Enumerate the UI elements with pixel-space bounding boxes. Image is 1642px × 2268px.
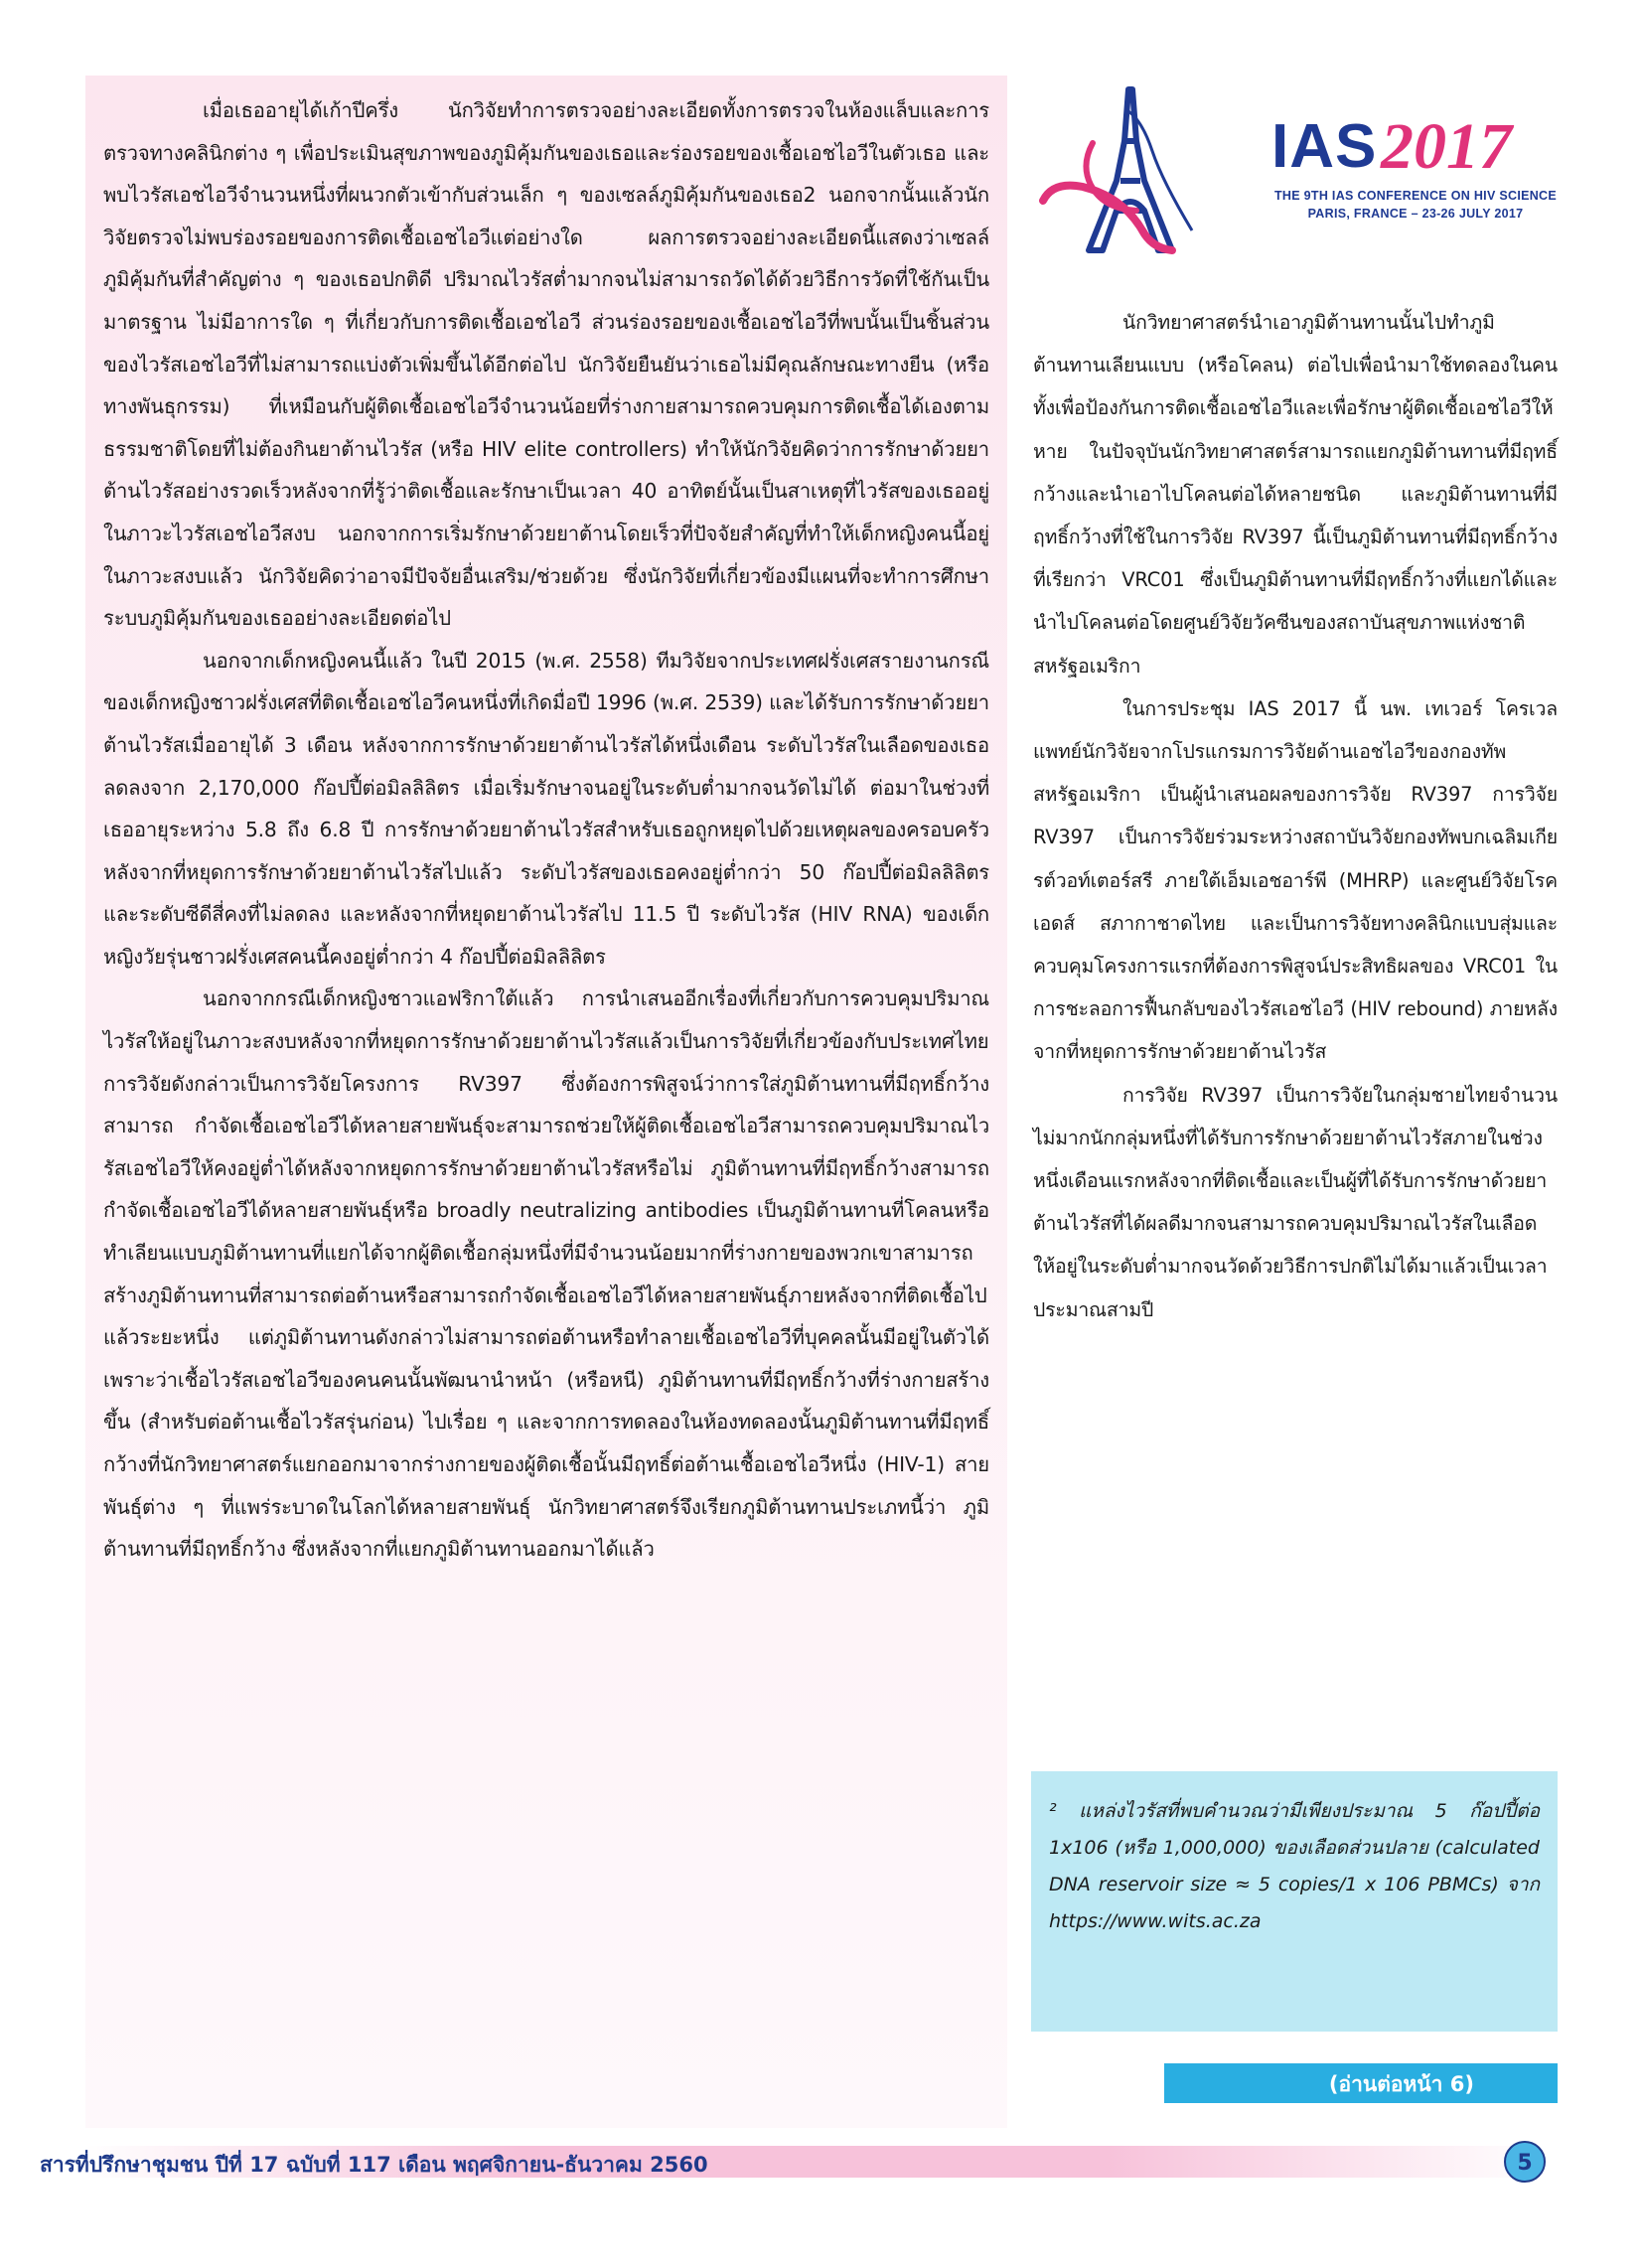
logo-subtitle-line-1: THE 9TH IAS CONFERENCE ON HIV SCIENCE [1273,189,1558,203]
right-paragraph-2: ในการประชุม IAS 2017 นี้ นพ. เทเวอร์ โครเวล แพทย์นักวิจัยจากโปรแกรมการวิจัยด้านเอชไอวีของกองทัพสหรัฐอเมริกา เป็นผู้นำเสนอผลของการวิจัย RV397 การวิจัย RV397 เป็นการวิจัยร่วมระหว่างสถาบันวิจัยกองทัพบกเฉลิมเกียรต์วอท์เตอร์สรี ภายใต้เอ็มเอชอาร์พี (MHRP) และศูนย์วิจัยโรคเอดส์ สภากาชาดไทย และเป็นการวิจัยทางคลินิกแบบสุ่มและควบคุมโครงการแรกที่ต้องการพิสูจน์ประสิทธิผลของ VRC01 ในการชะลอการฟื้นกลับของไวรัสเอชไอวี (HIV rebound) ภายหลังจากที่หยุดการรักษาด้วยยาต้านไวรัส [1033,696,1558,1064]
footnote-box [1031,1771,1558,2032]
left-column [85,76,1007,2128]
continue-on-page-label: (อ่านต่อหน้า 6) [1164,2063,1558,2103]
ias-2017-logo [1033,81,1569,255]
left-paragraph-3: นอกจากกรณีเด็กหญิงชาวแอฟริกาใต้แล้ว การนำเสนออีกเรื่องที่เกี่ยวกับการควบคุมปริมาณไวรัสให้อยู่ในภาวะสงบหลังจากที่หยุดการรักษาด้วยยาต้านไวรัสแล้วเป็นการวิจัยที่เกี่ยวข้องกับประเทศไทย การวิจัยดังกล่าวเป็นการวิจัยโครงการ RV397 ซึ่งต้องการพิสูจน์ว่าการใส่ภูมิต้านทานที่มีฤทธิ์กว้างสามารถ กำจัดเชื้อเอชไอวีได้หลายสายพันธุ์จะสามารถช่วยให้ผู้ติดเชื้อเอชไอวีสามารถควบคุมปริมาณไวรัสเอชไอวีให้คงอยู่ต่ำได้หลังจากหยุดการรักษาด้วยยาต้านไวรัสหรือไม่ ภูมิต้านทานที่มีฤทธิ์กว้างสามารถกำจัดเชื้อเอชไอวีได้หลายสายพันธุ์หรือ broadly neutralizing antibodies เป็นภูมิต้านทานที่โคลนหรือทำเลียนแบบภูมิต้านทานที่แยกได้จากผู้ติดเชื้อกลุ่มหนึ่งที่มีจำนวนน้อยมากที่ร่างกายของพวกเขาสามารถสร้างภูมิต้านทานที่สามารถต่อต้านหรือสามารถกำจัดเชื้อเอชไอวีได้หลายสายพันธุ์ภายหลังจากที่ติดเชื้อไปแล้วระยะหนึ่ง แต่ภูมิต้านทานดังกล่าวไม่สามารถต่อต้านหรือทำลายเชื้อเอชไอวีที่บุคคลนั้นมีอยู่ในตัวได้เพราะว่าเชื้อไวรัสเอชไอวีของคนคนนั้นพัฒนานำหน้า (หรือหนี) ภูมิต้านทานที่มีฤทธิ์กว้างที่ร่างกายสร้างขึ้น (สำหรับต่อต้านเชื้อไวรัสรุ่นก่อน) ไปเรื่อย ๆ และจากการทดลองในห้องทดลองนั้นภูมิต้านทานที่มีฤทธิ์กว้างที่นักวิทยาศาสตร์แยกออกมาจากร่างกายของผู้ติดเชื้อนั้นมีฤทธิ์ต่อต้านเชื้อเอชไอวีหนึ่ง (HIV-1) สายพันธุ์ต่าง ๆ ที่แพร่ระบาดในโลกได้หลายสายพันธุ์ นักวิทยาศาสตร์จึงเรียกภูมิต้านทานประเภทนี้ว่า ภูมิต้านทานที่มีฤทธิ์กว้าง ซึ่งหลังจากที่แยกภูมิต้านทานออกมาได้แล้ว [103,986,989,1562]
footer-publication-info: สารที่ปรึกษาชุมชน ปีที่ 17 ฉบับที่ 117 เดือน พฤศจิกายน-ธันวาคม 2560 [40,2153,708,2177]
left-paragraph-2: นอกจากเด็กหญิงคนนี้แล้ว ในปี 2015 (พ.ศ. 2558) ทีมวิจัยจากประเทศฝรั่งเศสรายงานกรณีของเด็กหญิงชาวฝรั่งเศสที่ติดเชื้อเอชไอวีคนหนึ่งที่เกิดมื่อปี 1996 (พ.ศ. 2539) และได้รับการรักษาด้วยยาต้านไวรัสเมื่ออายุได้ 3 เดือน หลังจากการรักษาด้วยยาต้านไวรัสได้หนึ่งเดือน ระดับไวรัสในเลือดของเธอลดลงจาก 2,170,000 ก๊อปปี้ต่อมิลลิลิตร เมื่อเริ่มรักษาจนอยู่ในระดับต่ำมากจนวัดไม่ได้ ต่อมาในช่วงที่เธออายุระหว่าง 5.8 ถึง 6.8 ปี การรักษาด้วยยาต้านไวรัสสำหรับเธอถูกหยุดไปด้วยเหตุผลของครอบครัว หลังจากที่หยุดการรักษาด้วยยาต้านไวรัสไปแล้ว ระดับไวรัสของเธอคงอยู่ต่ำกว่า 50 ก๊อปปี้ต่อมิลลิลิตร และระดับซีดีสี่คงที่ไม่ลดลง และหลังจากที่หยุดยาต้านไวรัสไป 11.5 ปี ระดับไวรัส (HIV RNA) ของเด็กหญิงวัยรุ่นชาวฝรั่งเศสคนนี้คงอยู่ต่ำกว่า 4 ก๊อปปี้ต่อมิลลิลิตร [103,648,989,969]
footnote-text: ² แหล่งไวรัสที่พบคำนวณว่ามีเพียงประมาณ 5 ก๊อปปี้ต่อ 1x106 (หรือ 1,000,000) ของเลือดส่วนปลาย (calculated DNA reservoir size ≈ 5 copies/1 x 106 PBMCs) จาก https://www.wits.ac.za [1049,1800,1540,1932]
logo-subtitle-line-2: PARIS, FRANCE – 23-26 JULY 2017 [1307,207,1524,221]
eiffel-ribbon-icon [1033,81,1271,255]
logo-year: 2017 [1381,110,1512,183]
right-column [1033,301,1558,1331]
right-paragraph-3: การวิจัย RV397 เป็นการวิจัยในกลุ่มชายไทยจำนวนไม่มากนักกลุ่มหนึ่งที่ได้รับการรักษาด้วยยาต้านไวรัสภายในช่วงหนึ่งเดือนแรกหลังจากที่ติดเชื้อและเป็นผู้ที่ได้รับการรักษาด้วยยาต้านไวรัสที่ได้ผลดีมากจนสามารถควบคุมปริมาณไวรัสในเลือดให้อยู่ในระดับต่ำมากจนวัดด้วยวิธีการปกติไม่ได้มาแล้วเป็นเวลาประมาณสามปี [1033,1083,1558,1321]
logo-brand: IAS [1271,112,1378,181]
page-number: 5 [1504,2141,1546,2183]
right-paragraph-1: นักวิทยาศาสตร์นำเอาภูมิต้านทานนั้นไปทำภูมิต้านทานเลียนแบบ (หรือโคลน) ต่อไปเพื่อนำมาใช้ทดลองในคนทั้งเพื่อป้องกันการติดเชื้อเอชไอวีและเพื่อรักษาผู้ติดเชื้อเอชไอวีให้หาย ในปัจจุบันนักวิทยาศาสตร์สามารถแยกภูมิต้านทานที่มีฤทธิ์กว้างและนำเอาไปโคลนต่อได้หลายชนิด และภูมิต้านทานที่มีฤทธิ์กว้างที่ใช้ในการวิจัย RV397 นี้เป็นภูมิต้านทานที่มีฤทธิ์กว้างที่เรียกว่า VRC01 ซึ่งเป็นภูมิต้านทานที่มีฤทธิ์กว้างที่แยกได้และนำไปโคลนต่อโดยศูนย์วิจัยวัคซีนของสถาบันสุขภาพแห่งชาติ สหรัฐอเมริกา [1033,311,1558,678]
left-paragraph-1: เมื่อเธออายุได้เก้าปีครึ่ง นักวิจัยทำการตรวจอย่างละเอียดทั้งการตรวจในห้องแล็บและการตรวจทางคลินิกต่าง ๆ เพื่อประเมินสุขภาพของภูมิคุ้มกันของเธอและร่องรอยของเชื้อเอชไอวีในตัวเธอ และพบไวรัสเอชไอวีจำนวนหนึ่งที่ผนวกตัวเข้ากับส่วนเล็ก ๆ ของเซลล์ภูมิคุ้มกันของเธอ2 นอกจากนั้นแล้วนักวิจัยตรวจไม่พบร่องรอยของการติดเชื้อเอชไอวีแต่อย่างใด ผลการตรวจอย่างละเอียดนี้แสดงว่าเซลล์ภูมิคุ้มกันที่สำคัญต่าง ๆ ของเธอปกติดี ปริมาณไวรัสต่ำมากจนไม่สามารถวัดได้ด้วยวิธีการวัดที่ใช้กันเป็นมาตรฐาน ไม่มีอาการใด ๆ ที่เกี่ยวกับการติดเชื้อเอชไอวี ส่วนร่องรอยของเชื้อเอชไอวีที่พบนั้นเป็นชิ้นส่วนของไวรัสเอชไอวีที่ไม่สามารถแบ่งตัวเพิ่มขึ้นได้อีกต่อไป นักวิจัยยืนยันว่าเธอไม่มีคุณลักษณะทางยีน (หรือทางพันธุกรรม) ที่เหมือนกับผู้ติดเชื้อเอชไอวีจำนวนน้อยที่ร่างกายสามารถควบคุมการติดเชื้อได้เองตามธรรมชาติโดยที่ไม่ต้องกินยาต้านไวรัส (หรือ HIV elite controllers) ทำให้นักวิจัยคิดว่าการรักษาด้วยยาต้านไวรัสอย่างรวดเร็วหลังจากที่รู้ว่าติดเชื้อและรักษาเป็นเวลา 40 อาทิตย์นั้นเป็นสาเหตุที่ไวรัสของเธออยู่ในภาวะไวรัสเอชไอวีสงบ นอกจากการเริ่มรักษาด้วยยาต้านโดยเร็วที่ปัจจัยสำคัญที่ทำให้เด็กหญิงคนนี้อยู่ในภาวะสงบแล้ว นักวิจัยคิดว่าอาจมีปัจจัยอื่นเสริม/ช่วยด้วย ซึ่งนักวิจัยที่เกี่ยวข้องมีแผนที่จะทำการศึกษาระบบภูมิคุ้มกันของเธออย่างละเอียดต่อไป [103,98,989,631]
